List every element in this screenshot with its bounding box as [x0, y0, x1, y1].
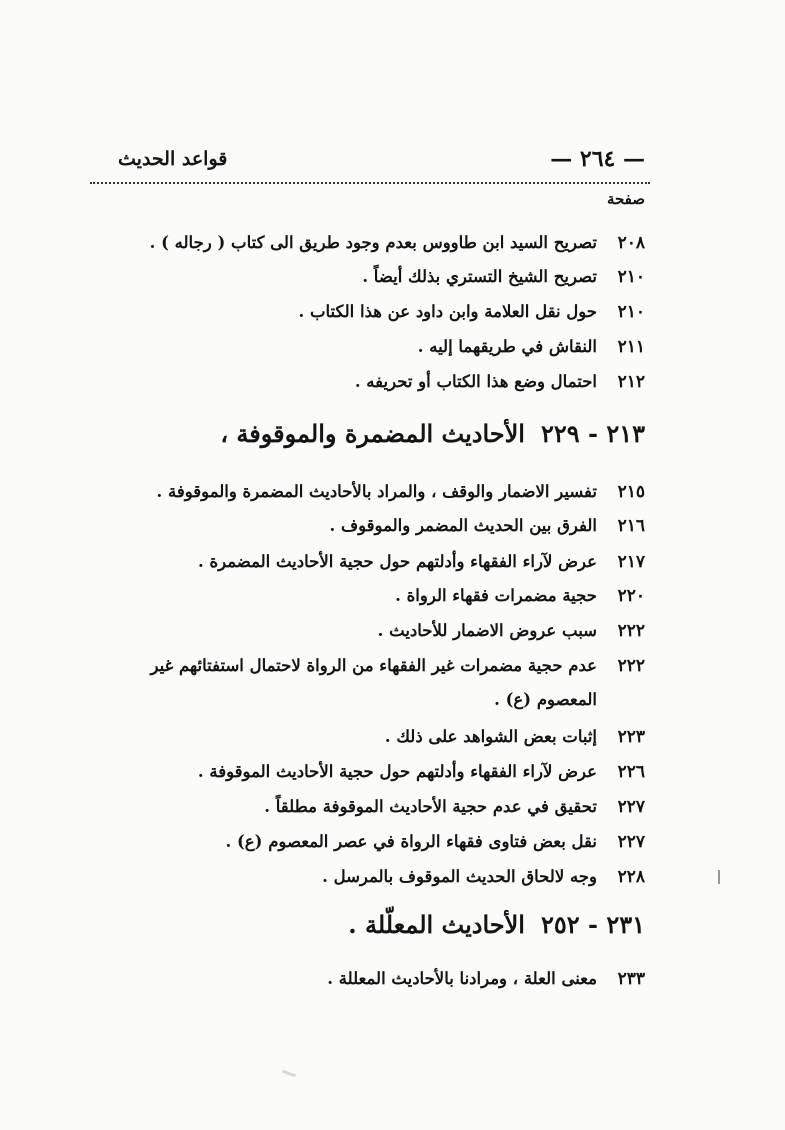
toc-entry	[95, 860, 645, 894]
toc-page: ٢٢٧	[617, 832, 645, 852]
section-range: ٢١٣ - ٢٢٩	[540, 419, 645, 448]
toc-entry	[95, 825, 645, 859]
toc-page: ٢١٧	[617, 552, 645, 572]
toc-text: معنى العلة ، ومرادنا بالأحاديث المعللة .	[327, 969, 597, 988]
toc-entry	[95, 226, 645, 260]
section-heading	[95, 905, 645, 945]
toc-page: ٢٢٢	[617, 621, 645, 641]
scan-mark	[718, 870, 720, 884]
toc-entry	[95, 579, 645, 613]
toc-page: ٢٠٨	[617, 233, 645, 253]
toc-page: ٢٢٨	[617, 867, 645, 887]
toc-text: حجية مضمرات فقهاء الرواة .	[395, 586, 597, 605]
toc-page: ٢١٠	[617, 302, 645, 322]
toc-page: ٢٣٣	[617, 969, 645, 989]
toc-page: ٢٢٣	[617, 727, 645, 747]
page-number: — ٢٦٤ —	[550, 146, 645, 172]
toc-text: تحقيق في عدم حجية الأحاديث الموقوفة مطلقاً .	[264, 797, 597, 816]
toc-text: عرض لآراء الفقهاء وأدلتهم حول حجية الأحاديث الموقوفة .	[197, 762, 597, 781]
toc-entry	[95, 962, 645, 996]
toc-text: الفرق بين الحديث المضمر والموقوف .	[329, 516, 597, 535]
toc-text: عرض لآراء الفقهاء وأدلتهم حول حجية الأحاديث المضمرة .	[197, 552, 597, 571]
toc-text: إثبات بعض الشواهد على ذلك .	[384, 727, 597, 746]
toc-text: احتمال وضع هذا الكتاب أو تحريفه .	[354, 372, 597, 391]
section-range: ٢٣١ - ٢٥٢	[540, 910, 645, 939]
toc-entry	[95, 365, 645, 399]
toc-text: سبب عروض الاضمار للأحاديث .	[377, 621, 597, 640]
toc-entry	[95, 475, 645, 509]
section-title: الأحاديث المضمرة والموقوفة ،	[220, 419, 525, 448]
toc-page: ٢١٠	[617, 267, 645, 287]
section-title: الأحاديث المعلّلة .	[348, 910, 525, 939]
toc-page: ٢٢٠	[617, 586, 645, 606]
toc-text: النقاش في طريقهما إليه .	[417, 337, 597, 356]
toc-page: ٢٢٢	[617, 656, 645, 676]
toc-entry	[95, 649, 645, 717]
toc-page: ٢٢٧	[617, 797, 645, 817]
toc-text: حول نقل العلامة وابن داود عن هذا الكتاب .	[298, 302, 597, 321]
toc-text: تصريح السيد ابن طاووس بعدم وجود طريق الى كتاب ( رجاله ) .	[149, 233, 597, 252]
toc-text: وجه لالحاق الحديث الموقوف بالمرسل .	[322, 867, 597, 886]
toc-text-continued: المعصوم (ع) .	[494, 690, 597, 709]
toc-text: تفسير الاضمار والوقف ، والمراد بالأحاديث المضمرة والموقوفة .	[156, 482, 597, 501]
toc-text: نقل بعض فتاوى فقهاء الرواة في عصر المعصوم (ع) .	[225, 832, 597, 851]
book-title: قواعد الحديث	[118, 148, 228, 170]
toc-entry	[95, 545, 645, 579]
toc-entry	[95, 330, 645, 364]
toc-page: ٢٢٦	[617, 762, 645, 782]
toc-page: ٢١٥	[617, 482, 645, 502]
toc-page: ٢١٢	[617, 372, 645, 392]
toc-page: ٢١٦	[617, 516, 645, 536]
toc-entry	[95, 790, 645, 824]
toc-page: ٢١١	[617, 337, 645, 357]
toc-entry	[95, 295, 645, 329]
section-heading	[95, 414, 645, 454]
toc-entry	[95, 755, 645, 789]
toc-entry	[95, 509, 645, 543]
toc-entry	[95, 720, 645, 754]
page-column-label: صفحة	[606, 190, 645, 208]
toc-text: تصريح الشيخ التستري بذلك أيضاً .	[362, 267, 597, 286]
toc-entry	[95, 260, 645, 294]
toc-entry	[95, 614, 645, 648]
toc-text: عدم حجية مضمرات غير الفقهاء من الرواة لاحتمال استفتائهم غير	[150, 656, 597, 675]
